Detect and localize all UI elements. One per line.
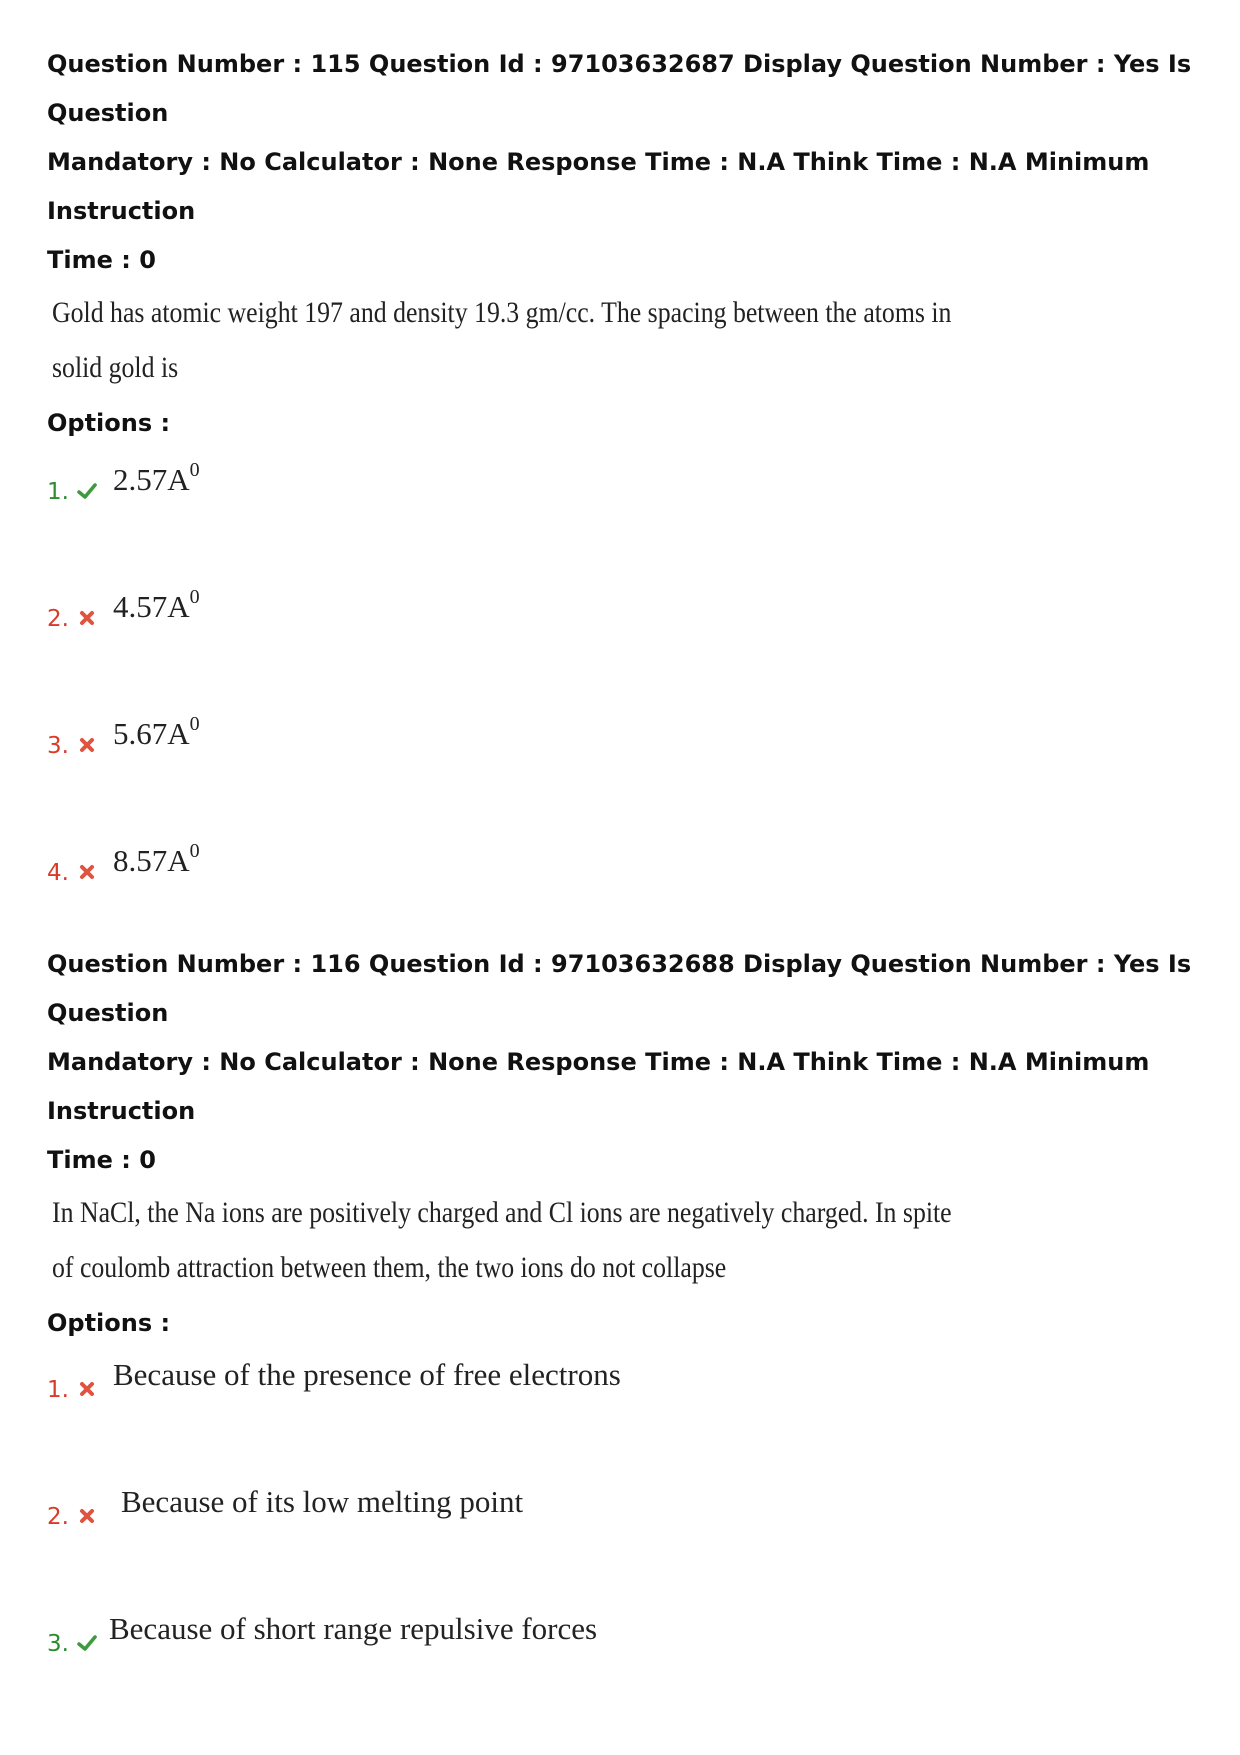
option-number: 2.	[47, 1504, 69, 1530]
option-4[interactable]	[47, 826, 1207, 953]
option-text: $8.57A^0$	[113, 840, 200, 878]
option-1[interactable]	[47, 1345, 1207, 1472]
option-2[interactable]	[47, 1472, 1207, 1599]
option-text: $2.57A^0$	[113, 459, 200, 497]
question-meta-line-1: Question Number : 115 Question Id : 97103632687 Display Question Number : Yes Is Question	[47, 50, 1192, 127]
option-number: 1.	[47, 479, 69, 505]
options-label: Options :	[47, 409, 171, 437]
cross-icon	[77, 862, 97, 882]
check-icon	[77, 481, 97, 501]
question-meta-line-3: Time : 0	[47, 246, 156, 274]
question-meta-line-2: Mandatory : No Calculator : None Response Time : N.A Think Time : N.A Minimum Instruction	[47, 148, 1150, 225]
question-meta-line-1: Question Number : 116 Question Id : 97103632688 Display Question Number : Yes Is Question	[47, 950, 1192, 1027]
option-number: 3.	[47, 1631, 69, 1657]
cross-icon	[77, 608, 97, 628]
cross-icon	[77, 735, 97, 755]
question-text-line-2: of coulomb attraction between them, the two ions do not collapse	[52, 1251, 727, 1284]
option-1[interactable]	[47, 445, 1207, 572]
option-text: $4.57A^0$	[113, 586, 200, 624]
question-meta-line-3: Time : 0	[47, 1146, 156, 1174]
option-3[interactable]	[47, 1599, 1207, 1726]
question-block-115	[47, 40, 1207, 953]
options-list	[47, 445, 1207, 953]
question-text-line-1: Gold has atomic weight 197 and density 19.3 gm/cc. The spacing between the atoms in	[52, 296, 952, 329]
question-block-116	[47, 940, 1207, 1726]
option-number: 3.	[47, 733, 69, 759]
options-list	[47, 1345, 1207, 1726]
question-text-line-1: In NaCl, the Na ions are positively charged and Cl ions are negatively charged. In spite	[52, 1196, 952, 1229]
option-text: Because of short range repulsive forces	[109, 1611, 598, 1646]
option-number: 1.	[47, 1377, 69, 1403]
cross-icon	[77, 1379, 97, 1399]
option-number: 2.	[47, 606, 69, 632]
option-text: $5.67A^0$	[113, 713, 200, 751]
check-icon	[77, 1633, 97, 1653]
option-number: 4.	[47, 860, 69, 886]
option-text: Because of the presence of free electrons	[113, 1357, 621, 1392]
option-3[interactable]	[47, 699, 1207, 826]
question-text-line-2: solid gold is	[52, 351, 179, 384]
option-text: Because of its low melting point	[121, 1484, 524, 1519]
question-meta-line-2: Mandatory : No Calculator : None Response Time : N.A Think Time : N.A Minimum Instruction	[47, 1048, 1150, 1125]
option-2[interactable]	[47, 572, 1207, 699]
cross-icon	[77, 1506, 97, 1526]
options-label: Options :	[47, 1309, 171, 1337]
